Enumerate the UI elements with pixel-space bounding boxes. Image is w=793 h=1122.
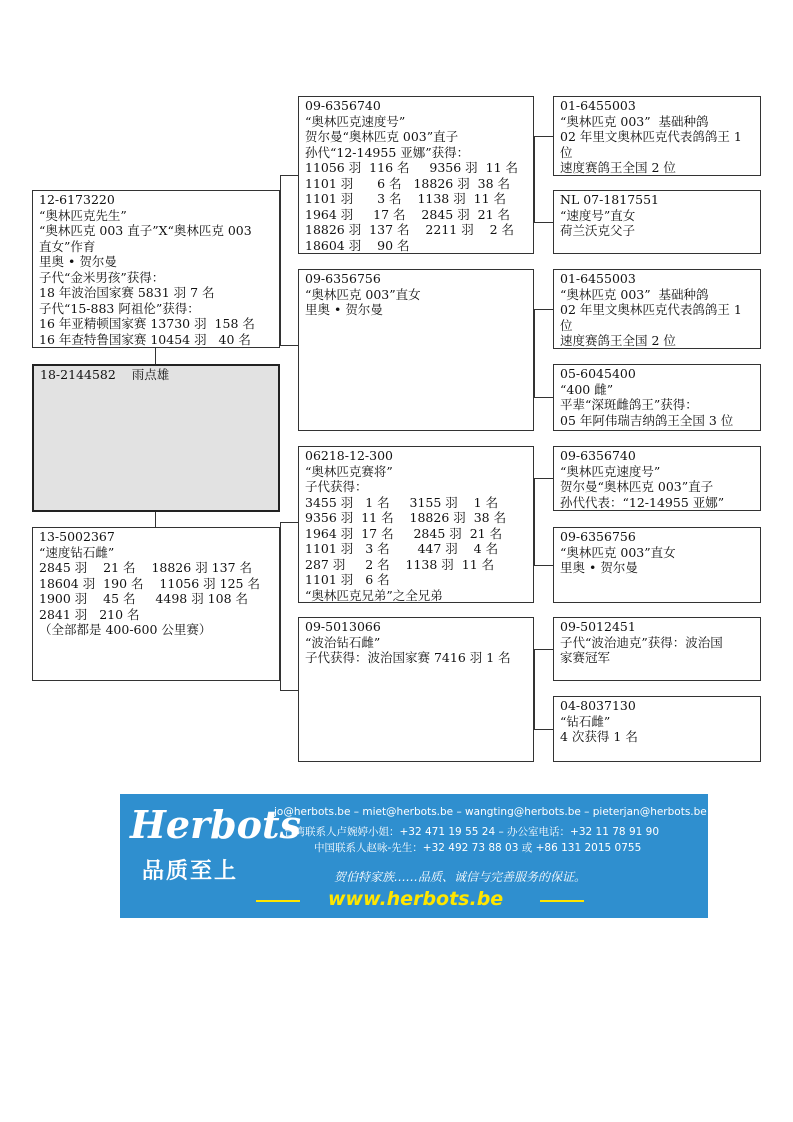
connector (534, 222, 553, 223)
pedigree-line: 里奥 • 贺尔曼 (560, 560, 638, 575)
pedigree-line: 孙代代表：“12-14955 亚娜” (560, 494, 725, 510)
pedigree-line: 09-6356740 (305, 98, 381, 113)
decorative-line-left (256, 900, 300, 902)
dds-box (553, 617, 761, 681)
banner-url-link[interactable]: www.herbots.be (328, 888, 504, 910)
pedigree-line: 287 羽 2 名 1138 羽 11 名 (305, 556, 495, 572)
pedigree-line: 09-5012451 (560, 619, 636, 634)
pedigree-line: 13-5002367 (39, 529, 115, 544)
connector (280, 175, 298, 176)
pedigree-line: 里奥 • 贺尔曼 (39, 254, 117, 269)
dam-sire-box (298, 446, 534, 603)
pedigree-line: 直女”作育 (39, 238, 96, 254)
pedigree-line: 速度赛鸽王全国 2 位 (560, 333, 676, 348)
pedigree-line: 18 年波治国家赛 5831 羽 7 名 (39, 285, 215, 300)
connector (155, 512, 156, 527)
pedigree-line: “速度钻石雌” (39, 544, 115, 560)
pedigree-line: 位 (560, 317, 573, 333)
herbots-banner (120, 794, 708, 918)
banner-emails: jo@herbots.be – miet@herbots.be – wangting@herbots.be – pieterjan@herbots.be (274, 806, 707, 818)
pedigree-line: 子代“15-883 阿祖伦”获得： (39, 300, 200, 316)
pedigree-line: “奥林匹克 003”直女 (305, 286, 421, 302)
pedigree-line: 09-6356756 (305, 271, 381, 286)
pedigree-line: 位 (560, 144, 573, 160)
connector (534, 649, 535, 729)
pedigree-line: 孙代“12-14955 亚娜”获得： (305, 144, 470, 160)
subject-box (32, 364, 280, 512)
connector (280, 175, 281, 345)
pedigree-line: 1101 羽 3 名 1138 羽 11 名 (305, 191, 507, 206)
pedigree-line: 18604 羽 190 名 11056 羽 125 名 (39, 575, 260, 591)
connector (534, 478, 553, 479)
pedigree-line: 09-6356740 (560, 448, 636, 463)
banner-slogan: 品质至上 (142, 859, 239, 884)
connector (534, 309, 535, 397)
pedigree-line: 06218-12-300 (305, 448, 393, 463)
pedigree-line: （全部都是 400-600 公里赛） (39, 622, 212, 637)
pedigree-line: 18604 羽 90 名 (305, 237, 410, 253)
connector (280, 690, 298, 691)
pedigree-line: 4 次获得 1 名 (560, 729, 638, 744)
connector (280, 522, 298, 523)
pedigree-line: “奥林匹克 003”直女 (560, 544, 676, 560)
pedigree-line: “奥林匹克赛将” (305, 463, 393, 479)
pedigree-line: “奥林匹克速度号” (560, 463, 661, 479)
pedigree-line: 05 年阿伟瑞吉纳鸽王全国 3 位 (560, 412, 734, 428)
pedigree-line: “奥林匹克兄弟”之全兄弟 (305, 587, 443, 603)
pedigree-line: “波治钻石雌” (305, 634, 381, 650)
pedigree-line: 16 年亚精顿国家赛 13730 羽 158 名 (39, 316, 255, 331)
sire-dam-box (298, 269, 534, 431)
pedigree-line: 子代获得：波治国家赛 7416 羽 1 名 (305, 650, 511, 665)
pedigree-line: 家赛冠军 (560, 650, 611, 665)
pedigree-line: NL 07-1817551 (560, 192, 660, 207)
pedigree-line: 02 年里文奥林匹克代表鸽鸽王 1 (560, 129, 742, 144)
pedigree-line: 01-6455003 (560, 271, 636, 286)
pedigree-line: “奥林匹克速度号” (305, 113, 406, 129)
pedigree-line: 16 年查特鲁国家赛 10454 羽 40 名 (39, 331, 251, 347)
connector (534, 478, 535, 565)
pedigree-line: 09-6356756 (560, 529, 636, 544)
connector (534, 649, 553, 650)
dss-box (553, 446, 761, 511)
pedigree-line: “奥林匹克 003 直子”X“奥林匹克 003 (39, 223, 252, 238)
dam-dam-box (298, 617, 534, 762)
pedigree-line: “400 雌” (560, 381, 614, 397)
ddd-box (553, 696, 761, 762)
pedigree-line: 子代“金米男孩”获得： (39, 269, 165, 285)
pedigree-line: 04-8037130 (560, 698, 636, 713)
pedigree-line: “速度号”直女 (560, 207, 636, 223)
sds-box (553, 269, 761, 349)
pedigree-line: “奥林匹克 003” 基础种鸽 (560, 286, 709, 302)
connector (534, 397, 553, 398)
connector (534, 729, 553, 730)
pedigree-line: 速度赛鸽王全国 2 位 (560, 160, 676, 175)
sdd-box (553, 364, 761, 431)
pedigree-line: 02 年里文奥林匹克代表鸽鸽王 1 (560, 302, 742, 317)
subject-label: 18-2144582 雨点雄 (40, 367, 170, 382)
pedigree-line: 2841 羽 210 名 (39, 606, 140, 622)
connector (534, 136, 535, 222)
connector (155, 348, 156, 364)
pedigree-line: 1101 羽 6 名 (305, 572, 390, 587)
pedigree-line: 2845 羽 21 名 18826 羽 137 名 (39, 560, 252, 575)
banner-tagline: 贺伯特家族……品质、诚信与完善服务的保证。 (334, 870, 587, 884)
connector (534, 136, 553, 137)
pedigree-line: 12-6173220 (39, 192, 115, 207)
pedigree-line: 09-5013066 (305, 619, 381, 634)
pedigree-line: “奥林匹克先生” (39, 207, 127, 223)
pedigree-line: 子代“波治迪克”获得：波治国 (560, 634, 723, 650)
pedigree-line: 18826 羽 137 名 2211 羽 2 名 (305, 222, 515, 237)
pedigree-line: 里奥 • 贺尔曼 (305, 302, 383, 317)
pedigree-line: “钻石雌” (560, 713, 611, 729)
pedigree-line: 11056 羽 116 名 9356 羽 11 名 (305, 160, 518, 175)
dam-box (32, 527, 280, 681)
pedigree-line: 1101 羽 6 名 18826 羽 38 名 (305, 175, 511, 191)
pedigree-line: 1101 羽 3 名 447 羽 4 名 (305, 541, 499, 556)
pedigree-line: 子代获得： (305, 479, 368, 494)
connector (280, 345, 298, 346)
pedigree-line: 贺尔曼“奥林匹克 003”直子 (560, 479, 714, 494)
pedigree-line: 贺尔曼“奥林匹克 003”直子 (305, 129, 459, 144)
connector (280, 522, 281, 690)
connector (534, 309, 553, 310)
connector (534, 565, 553, 566)
dsd-box (553, 527, 761, 603)
banner-contact-china: 中国联系人赵咏-先生：+32 492 73 88 03 或 +86 131 2015 0755 (314, 842, 642, 854)
pedigree-line: “奥林匹克 003” 基础种鸽 (560, 113, 709, 129)
sss-box (553, 96, 761, 176)
pedigree-line: 01-6455003 (560, 98, 636, 113)
decorative-line-right (540, 900, 584, 902)
pedigree-line: 荷兰沃克父子 (560, 223, 636, 238)
sire-box (32, 190, 280, 348)
pedigree-line: 9356 羽 11 名 18826 羽 38 名 (305, 510, 507, 525)
ssd-box (553, 190, 761, 254)
pedigree-line: 1900 羽 45 名 4498 羽 108 名 (39, 591, 249, 606)
herbots-logo: Herbots (130, 802, 301, 847)
banner-contact-taiwan: 台湾联系人卢婉婷小姐：+32 471 19 55 24 – 办公室电话：+32 11 78 91 90 (284, 826, 660, 838)
pedigree-line: 05-6045400 (560, 366, 636, 381)
pedigree-line: 1964 羽 17 名 2845 羽 21 名 (305, 525, 503, 541)
pedigree-line: 1964 羽 17 名 2845 羽 21 名 (305, 206, 511, 222)
pedigree-line: 平辈“深斑雌鸽王”获得： (560, 397, 698, 412)
pedigree-line: 3455 羽 1 名 3155 羽 1 名 (305, 494, 499, 510)
sire-sire-box (298, 96, 534, 254)
